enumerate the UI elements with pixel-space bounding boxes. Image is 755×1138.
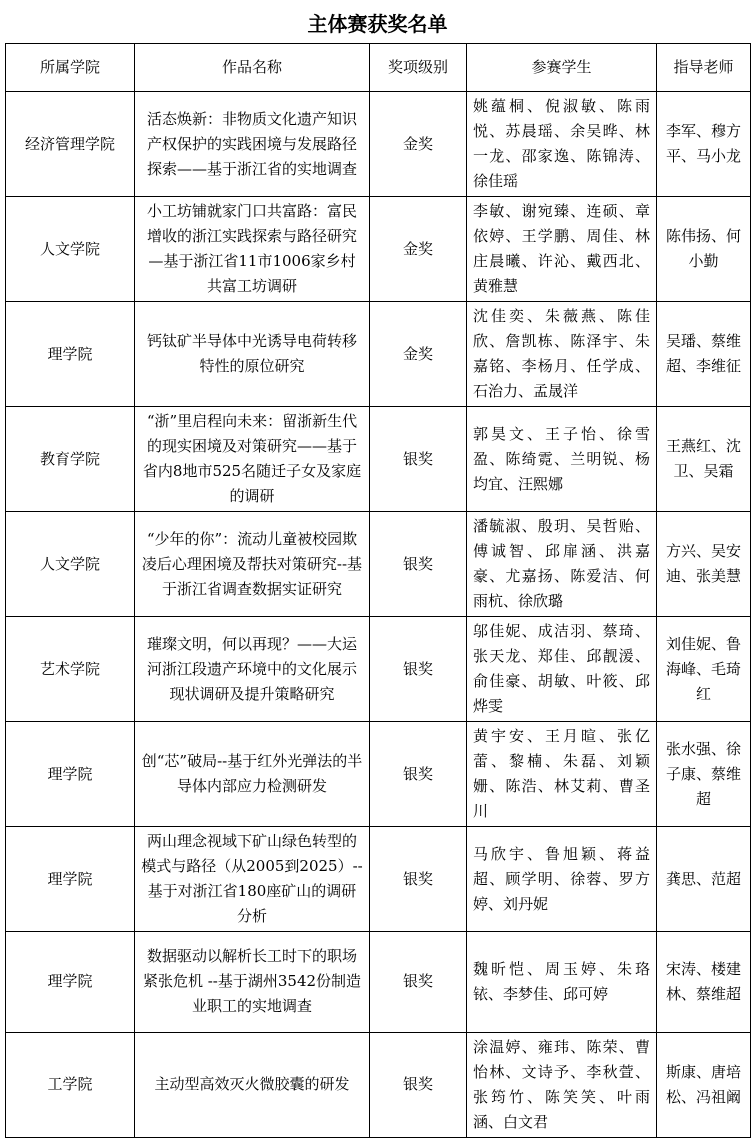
teachers-cell: 陈伟扬、何小勤 [657,197,751,302]
awards-table [5,43,751,1138]
header-award: 奖项级别 [370,44,467,92]
work-title-cell: 创“芯”破局--基于红外光弹法的半导体内部应力检测研发 [135,722,370,827]
award-level-cell: 银奖 [370,932,467,1033]
header-college: 所属学院 [6,44,135,92]
page-title: 主体赛获奖名单 [307,12,448,36]
work-title-cell: 数据驱动以解析长工时下的职场紧张危机 --基于湖州3542份制造业职工的实地调查 [135,932,370,1033]
teachers-cell: 王燕红、沈卫、吴霜 [657,407,751,512]
work-title-cell: 活态焕新：非物质文化遗产知识产权保护的实践困境与发展路径探索——基于浙江省的实地调查 [135,92,370,197]
award-level-cell: 银奖 [370,1032,467,1137]
teachers-cell: 张水强、徐子康、蔡维超 [657,722,751,827]
college-cell: 理学院 [6,302,135,407]
table-header-row [6,44,751,92]
work-title-cell: “浙”里启程向未来：留浙新生代的现实困境及对策研究——基于省内8地市525名随迁子女及家庭的调研 [135,407,370,512]
award-level-cell: 银奖 [370,407,467,512]
table-row [6,827,751,932]
work-title-cell: 璀璨文明，何以再现？——大运河浙江段遗产环境中的文化展示现状调研及提升策略研究 [135,617,370,722]
college-cell: 经济管理学院 [6,92,135,197]
students-cell: 姚蕴桐、倪淑敏、陈雨悦、苏晨瑶、余吴晔、林一龙、邵家逸、陈锦涛、徐佳瑶 [467,92,657,197]
award-level-cell: 金奖 [370,302,467,407]
college-cell: 人文学院 [6,197,135,302]
header-teachers: 指导老师 [657,44,751,92]
college-cell: 理学院 [6,827,135,932]
teachers-cell: 刘佳妮、鲁海峰、毛琦红 [657,617,751,722]
award-level-cell: 银奖 [370,722,467,827]
header-students: 参赛学生 [467,44,657,92]
teachers-cell: 李军、穆方平、马小龙 [657,92,751,197]
students-cell: 魏昕恺、周玉婷、朱珞铱、李梦佳、邱可婷 [467,932,657,1033]
table-row [6,1032,751,1137]
students-cell: 马欣宇、鲁旭颖、蒋益超、顾学明、徐蓉、罗方婷、刘丹妮 [467,827,657,932]
table-row [6,407,751,512]
header-work: 作品名称 [135,44,370,92]
work-title-cell: 主动型高效灭火微胶囊的研发 [135,1032,370,1137]
table-row [6,722,751,827]
college-cell: 理学院 [6,722,135,827]
teachers-cell: 斯康、唐培松、冯祖阚 [657,1032,751,1137]
teachers-cell: 吴璠、蔡维超、李维征 [657,302,751,407]
table-row [6,512,751,617]
students-cell: 黄宇安、王月暄、张亿蕾、黎楠、朱磊、刘颖姗、陈浩、林艾莉、曹圣川 [467,722,657,827]
table-row [6,932,751,1033]
college-cell: 工学院 [6,1032,135,1137]
students-cell: 李敏、谢宛臻、连硕、章依婷、王学鹏、周佳、林庄晨曦、许沁、戴西北、黄雅慧 [467,197,657,302]
work-title-cell: 小工坊铺就家门口共富路：富民增收的浙江实践探索与路径研究—基于浙江省11市1006家乡村共富工坊调研 [135,197,370,302]
college-cell: 人文学院 [6,512,135,617]
teachers-cell: 方兴、吴安迪、张美慧 [657,512,751,617]
table-row [6,617,751,722]
students-cell: 潘毓淑、殷玥、吴哲贻、傅诚智、邱扉涵、洪嘉豪、尤嘉扬、陈爱洁、何雨杭、徐欣璐 [467,512,657,617]
table-row [6,197,751,302]
students-cell: 邬佳妮、成洁羽、蔡琦、张天龙、郑佳、邱靓湲、俞佳豪、胡敏、叶筱、邱烨雯 [467,617,657,722]
award-level-cell: 金奖 [370,92,467,197]
teachers-cell: 龚思、范超 [657,827,751,932]
table-row [6,302,751,407]
students-cell: 涂温婷、雍玮、陈荣、曹怡林、文诗予、李秋萱、张筠竹、陈笑笑、叶雨涵、白文君 [467,1032,657,1137]
table-row [6,92,751,197]
students-cell: 沈佳奕、朱薇燕、陈佳欣、詹凯栋、陈泽宇、朱嘉铭、李杨月、任学成、石治力、孟晟洋 [467,302,657,407]
college-cell: 理学院 [6,932,135,1033]
students-cell: 郭昊文、王子怡、徐雪盈、陈绮霓、兰明锐、杨均宜、汪熙娜 [467,407,657,512]
award-level-cell: 银奖 [370,617,467,722]
award-level-cell: 银奖 [370,512,467,617]
work-title-cell: 两山理念视域下矿山绿色转型的模式与路径（从2005到2025）--基于对浙江省180座矿山的调研分析 [135,827,370,932]
college-cell: 艺术学院 [6,617,135,722]
work-title-cell: 钙钛矿半导体中光诱导电荷转移特性的原位研究 [135,302,370,407]
award-level-cell: 金奖 [370,197,467,302]
teachers-cell: 宋涛、楼建林、蔡维超 [657,932,751,1033]
award-level-cell: 银奖 [370,827,467,932]
work-title-cell: “少年的你”：流动儿童被校园欺凌后心理困境及帮扶对策研究--基于浙江省调查数据实证研究 [135,512,370,617]
college-cell: 教育学院 [6,407,135,512]
